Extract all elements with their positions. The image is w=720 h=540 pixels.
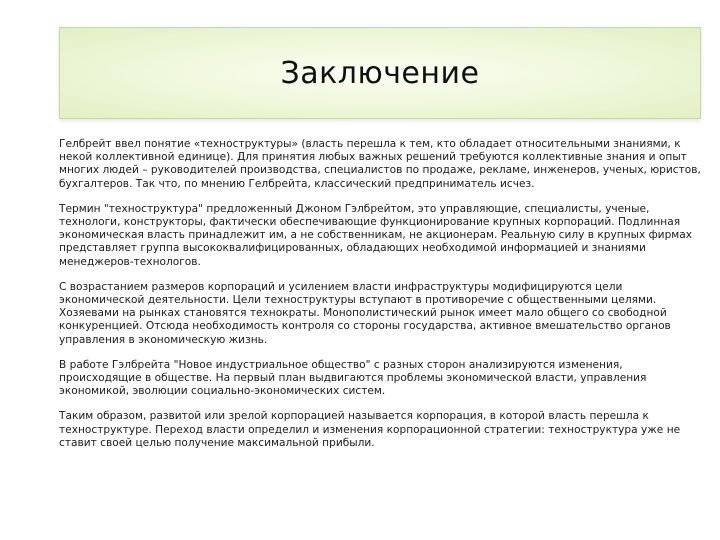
paragraph-2: Термин "техноструктура" предложенный Джоном Гэлбрейтом, это управляющие, специалисты, ученые, технологи, конструкторы, фактически обеспечивающие функционирование крупных корпораций. Подлинная экономическая власть принадлежит им, а не собственникам, не акционерам. Реальную силу в крупных фирмах представляет группа высококвалифицированных, обладающих необходимой информацией и знаниями менеджеров-технологов. bbox=[59, 202, 693, 268]
title-box bbox=[59, 27, 701, 119]
paragraph-4: В работе Гэлбрейта "Новое индустриальное общество" с разных сторон анализируются изменения, происходящие в обществе. На первый план выдвигаются проблемы экономической власти, управления экономикой, эволюции социально-экономических систем. bbox=[59, 358, 647, 398]
slide-body bbox=[59, 138, 703, 462]
paragraph-1: Гелбрейт ввел понятие «техноструктуры» (власть перешла к тем, кто обладает относительными знаниями, к некой коллективной единице). Для принятия любых важных решений требуются коллективные знания и опыт многих людей – руководителей производства, специалистов по продаже, рекламе, инженеров, ученых, юристов, бухгалтеров. Так что, по мнению Гелбрейта, классический предприниматель исчез. bbox=[59, 138, 701, 190]
paragraph-3: С возрастанием размеров корпораций и усилением власти инфраструктуры модифицируются цели экономической деятельности. Цели техноструктуры вступают в противоречие с общественными целями. Хозяевами на рынках становятся технократы. Монополистический рынок имеет мало общего со свободной конкуренцией. Отсюда необходимость контроля со стороны государства, активное вмешательство органов управления в экономическую жизнь. bbox=[59, 280, 671, 346]
slide-title: Заключение bbox=[280, 55, 480, 91]
paragraph-5: Таким образом, развитой или зрелой корпорацией называется корпорация, в которой власть перешла к техноструктуре. Переход власти определил и изменения корпорационной стратегии: техноструктура уже не ставит своей целью получение максимальной прибыли. bbox=[59, 410, 681, 449]
